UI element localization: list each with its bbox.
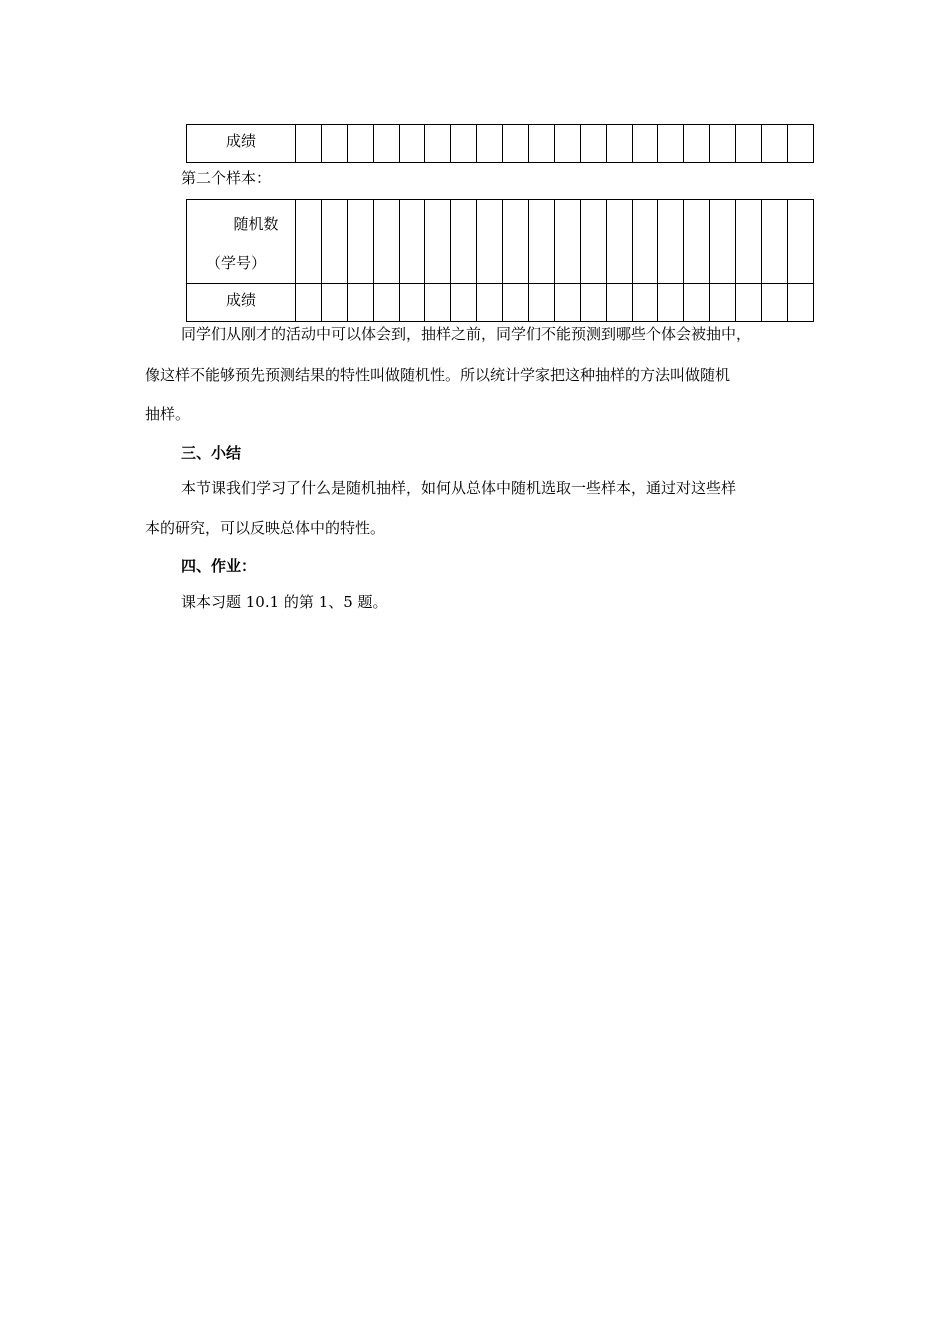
paragraph-line: 课本习题 10.1 的第 1、5 题。 [181,593,388,611]
table-cell [373,200,399,284]
score-table-first-sample [186,124,814,163]
table-cell [658,125,684,163]
table-cell [606,200,632,284]
table-row [187,284,814,322]
table-cell [762,284,788,322]
table-cell [296,125,322,163]
table-cell [787,200,813,284]
table-cell [373,125,399,163]
table-row [187,200,814,284]
paragraph-line: 本节课我们学习了什么是随机抽样，如何从总体中随机选取一些样本，通过对这些样 [181,479,737,497]
table-cell [736,125,762,163]
table-cell [477,200,503,284]
row-label-score: 成绩 [187,284,296,322]
table-cell [632,200,658,284]
table-cell [321,125,347,163]
table-cell [710,200,736,284]
row-label-line1: 随机数 [233,215,279,233]
table-cell [580,125,606,163]
second-sample-label: 第二个样本： [181,169,272,187]
table-cell [451,125,477,163]
table-cell [296,284,322,322]
table-cell [658,200,684,284]
table-cell [684,125,710,163]
section-heading-summary: 三、小结 [181,444,242,462]
table-cell [606,125,632,163]
table-cell [347,125,373,163]
sample-table-second [186,199,814,322]
table-cell [684,200,710,284]
table-cell [554,125,580,163]
table-cell [399,125,425,163]
table-cell [632,284,658,322]
table-cell [503,200,529,284]
table-cell [477,125,503,163]
table-cell [529,284,555,322]
table-cell [321,200,347,284]
table-cell [710,284,736,322]
row-label-score: 成绩 [187,125,296,163]
table-cell [321,284,347,322]
table-cell [787,125,813,163]
table-cell [787,284,813,322]
table-cell [762,125,788,163]
table-cell [399,284,425,322]
table-cell [425,125,451,163]
paragraph-line: 同学们从刚才的活动中可以体会到，抽样之前，同学们不能预测到哪些个体会被抽中， [181,325,752,343]
table-cell [684,284,710,322]
row-label-random-number [187,200,296,284]
table-cell [425,284,451,322]
table-cell [658,284,684,322]
table-cell [580,200,606,284]
table-cell [632,125,658,163]
table-cell [477,284,503,322]
table-row [187,125,814,163]
table-cell [529,200,555,284]
table-cell [554,284,580,322]
table-cell [529,125,555,163]
table-cell [710,125,736,163]
section-heading-homework: 四、作业： [181,557,257,575]
paragraph-line: 像这样不能够预先预测结果的特性叫做随机性。所以统计学家把这种抽样的方法叫做随机 [145,366,731,384]
table-cell [606,284,632,322]
table-cell [347,200,373,284]
table-cell [762,200,788,284]
table-cell [554,200,580,284]
table-cell [503,125,529,163]
table-cell [399,200,425,284]
table-cell [296,200,322,284]
table-cell [373,284,399,322]
table-cell [736,284,762,322]
table-cell [580,284,606,322]
table-cell [347,284,373,322]
table-cell [451,284,477,322]
paragraph-line: 本的研究，可以反映总体中的特性。 [145,519,386,537]
paragraph-line: 抽样。 [145,405,191,423]
table-cell [451,200,477,284]
row-label-line2: （学号） [205,254,266,272]
table-cell [425,200,451,284]
table-cell [503,284,529,322]
table-cell [736,200,762,284]
